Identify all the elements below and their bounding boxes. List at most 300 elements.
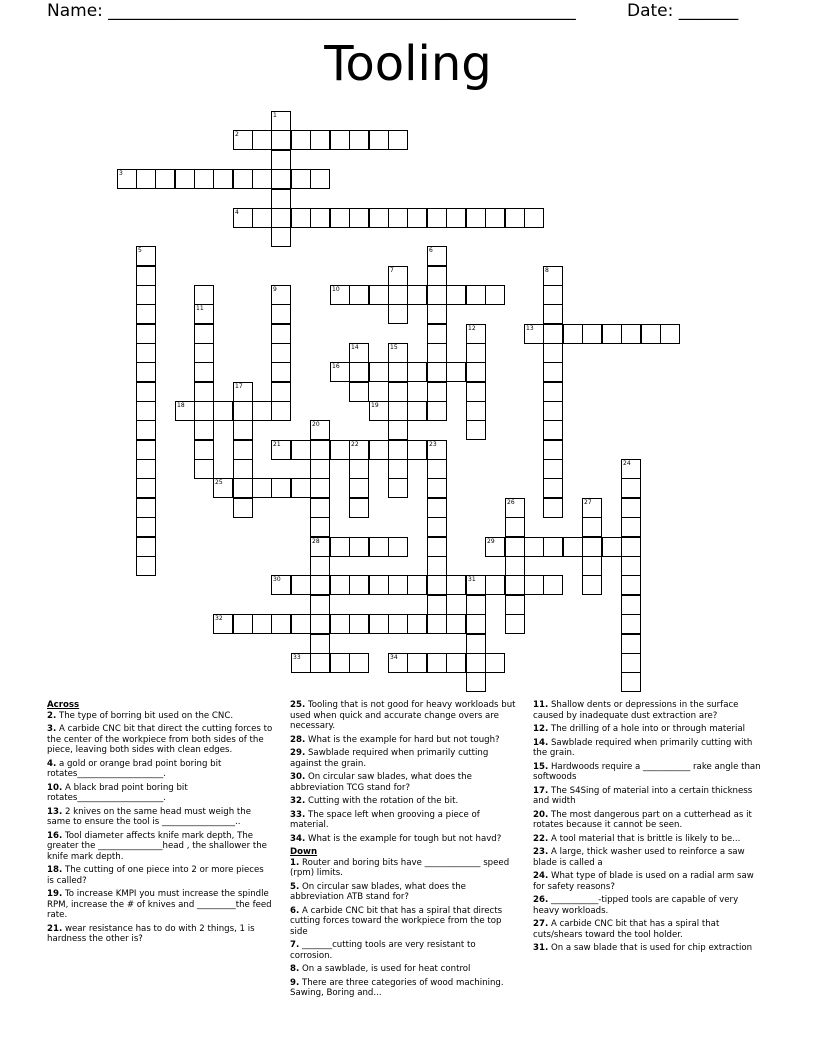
grid-cell[interactable] (543, 304, 563, 324)
grid-cell[interactable] (271, 343, 291, 363)
grid-cell[interactable] (349, 440, 369, 460)
grid-cell[interactable] (194, 420, 214, 440)
grid-cell[interactable] (136, 246, 156, 266)
grid-cell[interactable] (388, 266, 408, 286)
clue-number: 30 (273, 576, 281, 583)
grid-cell[interactable] (427, 478, 447, 498)
grid-cell[interactable] (466, 285, 486, 305)
clue-number: 34 (390, 654, 398, 661)
grid-cell[interactable] (543, 324, 563, 344)
grid-cell[interactable] (310, 440, 330, 460)
grid-cell[interactable] (427, 459, 447, 479)
grid-cell[interactable] (388, 401, 408, 421)
clue-number: 21 (273, 441, 281, 448)
grid-cell[interactable] (369, 614, 389, 634)
grid-cell[interactable] (369, 537, 389, 557)
grid-cell[interactable] (233, 459, 253, 479)
grid-cell[interactable] (233, 169, 253, 189)
grid-cell[interactable] (136, 420, 156, 440)
grid-cell[interactable] (310, 634, 330, 654)
grid-cell[interactable] (582, 537, 602, 557)
clue-number-label: 9. (290, 977, 300, 988)
grid-cell[interactable] (641, 324, 661, 344)
grid-cell[interactable] (427, 246, 447, 266)
grid-cell[interactable] (136, 382, 156, 402)
grid-cell[interactable] (621, 556, 641, 576)
grid-cell[interactable] (621, 653, 641, 673)
grid-cell[interactable] (233, 208, 253, 228)
clue-number: 19 (371, 402, 379, 409)
grid-cell[interactable] (505, 517, 525, 537)
grid-cell[interactable] (388, 614, 408, 634)
grid-cell[interactable] (427, 575, 447, 595)
grid-cell[interactable] (252, 614, 272, 634)
clue-number: 31 (468, 576, 476, 583)
grid-cell[interactable] (582, 556, 602, 576)
clue-text: A black brad point boring bit rotates____________________. (47, 782, 188, 803)
grid-cell[interactable] (466, 362, 486, 382)
grid-cell[interactable] (233, 401, 253, 421)
grid-cell[interactable] (194, 401, 214, 421)
grid-cell[interactable] (271, 324, 291, 344)
grid-cell[interactable] (136, 343, 156, 363)
grid-cell[interactable] (310, 517, 330, 537)
grid-cell[interactable] (233, 498, 253, 518)
grid-cell[interactable] (233, 420, 253, 440)
grid-cell[interactable] (330, 362, 350, 382)
grid-cell[interactable] (582, 575, 602, 595)
grid-cell[interactable] (388, 478, 408, 498)
grid-cell[interactable] (136, 401, 156, 421)
grid-cell[interactable] (369, 401, 389, 421)
grid-cell[interactable] (136, 517, 156, 537)
clue-text: There are three categories of wood machining. Sawing, Boring and... (290, 977, 504, 998)
grid-cell[interactable] (466, 208, 486, 228)
grid-cell[interactable] (330, 285, 350, 305)
grid-cell[interactable] (310, 537, 330, 557)
grid-cell[interactable] (310, 130, 330, 150)
grid-cell[interactable] (252, 130, 272, 150)
grid-cell[interactable] (369, 575, 389, 595)
grid-cell[interactable] (621, 595, 641, 615)
clue-number-label: 32. (290, 796, 306, 806)
clue-number: 17 (235, 383, 243, 390)
grid-cell[interactable] (330, 653, 350, 673)
grid-cell[interactable] (466, 575, 486, 595)
grid-cell[interactable] (291, 653, 311, 673)
grid-cell[interactable] (310, 478, 330, 498)
grid-cell[interactable] (291, 440, 311, 460)
grid-cell[interactable] (349, 537, 369, 557)
grid-cell[interactable] (310, 575, 330, 595)
grid-cell[interactable] (136, 324, 156, 344)
grid-cell[interactable] (271, 614, 291, 634)
grid-cell[interactable] (563, 537, 583, 557)
grid-cell[interactable] (349, 208, 369, 228)
grid-cell[interactable] (388, 130, 408, 150)
clue-number: 14 (351, 344, 359, 351)
grid-cell[interactable] (388, 208, 408, 228)
clue-number: 25 (215, 479, 223, 486)
grid-cell[interactable] (349, 382, 369, 402)
grid-cell[interactable] (252, 478, 272, 498)
grid-cell[interactable] (543, 498, 563, 518)
grid-cell[interactable] (194, 169, 214, 189)
grid-cell[interactable] (427, 324, 447, 344)
grid-cell[interactable] (136, 478, 156, 498)
grid-cell[interactable] (524, 208, 544, 228)
grid-cell[interactable] (175, 401, 195, 421)
clue-text: wear resistance has to do with 2 things, 1 is hardness the other is? (47, 923, 255, 944)
grid-cell[interactable] (136, 459, 156, 479)
clue-text: The type of borring bit used on the CNC. (58, 710, 234, 721)
clue-text: On circular saw blades, what does the abbreviation ATB stand for? (290, 881, 466, 902)
grid-cell[interactable] (427, 304, 447, 324)
grid-cell[interactable] (136, 537, 156, 557)
grid-cell[interactable] (505, 595, 525, 615)
grid-cell[interactable] (330, 575, 350, 595)
grid-cell[interactable] (233, 478, 253, 498)
grid-cell[interactable] (291, 208, 311, 228)
grid-cell[interactable] (310, 208, 330, 228)
grid-cell[interactable] (388, 537, 408, 557)
grid-cell[interactable] (427, 362, 447, 382)
grid-cell[interactable] (466, 382, 486, 402)
grid-cell[interactable] (291, 575, 311, 595)
grid-cell[interactable] (388, 575, 408, 595)
grid-cell[interactable] (466, 672, 486, 692)
grid-cell[interactable] (194, 304, 214, 324)
grid-cell[interactable] (388, 440, 408, 460)
grid-cell[interactable] (505, 614, 525, 634)
grid-cell[interactable] (388, 459, 408, 479)
clue-number-label: 25. (290, 700, 306, 710)
clue-text: The drilling of a hole into or through material (550, 724, 746, 734)
grid-cell[interactable] (388, 285, 408, 305)
grid-cell[interactable] (233, 440, 253, 460)
grid-cell[interactable] (466, 401, 486, 421)
grid-cell[interactable] (524, 537, 544, 557)
grid-cell[interactable] (388, 343, 408, 363)
clue-text: Shallow dents or depressions in the surface caused by inadequate dust extraction are? (533, 700, 739, 721)
grid-cell[interactable] (427, 208, 447, 228)
grid-cell[interactable] (291, 614, 311, 634)
grid-cell[interactable] (310, 653, 330, 673)
clue-text: A large, thick washer used to reinforce a saw blade is called a (533, 847, 745, 868)
grid-cell[interactable] (271, 130, 291, 150)
grid-cell[interactable] (466, 614, 486, 634)
grid-cell[interactable] (291, 478, 311, 498)
grid-cell[interactable] (349, 459, 369, 479)
grid-cell[interactable] (582, 498, 602, 518)
grid-cell[interactable] (369, 440, 389, 460)
grid-cell[interactable] (660, 324, 680, 344)
grid-cell[interactable] (621, 537, 641, 557)
grid-cell[interactable] (466, 324, 486, 344)
grid-cell[interactable] (621, 575, 641, 595)
clue-number: 26 (507, 499, 515, 506)
clue-number: 10 (332, 286, 340, 293)
grid-cell[interactable] (117, 169, 137, 189)
grid-cell[interactable] (136, 169, 156, 189)
grid-cell[interactable] (543, 459, 563, 479)
grid-cell[interactable] (407, 575, 427, 595)
grid-cell[interactable] (427, 517, 447, 537)
grid-cell[interactable] (582, 517, 602, 537)
grid-cell[interactable] (466, 595, 486, 615)
clue-number: 1 (273, 112, 277, 119)
grid-cell[interactable] (407, 440, 427, 460)
grid-cell[interactable] (349, 478, 369, 498)
grid-cell[interactable] (194, 285, 214, 305)
grid-cell[interactable] (446, 285, 466, 305)
clue-number-label: 33. (290, 809, 306, 820)
grid-cell[interactable] (466, 653, 486, 673)
grid-cell[interactable] (446, 653, 466, 673)
grid-cell[interactable] (427, 556, 447, 576)
grid-cell[interactable] (485, 208, 505, 228)
grid-cell[interactable] (271, 382, 291, 402)
grid-cell[interactable] (136, 266, 156, 286)
grid-cell[interactable] (175, 169, 195, 189)
clue-text: Router and boring bits have _____________ speed (rpm) limits. (290, 857, 510, 878)
grid-cell[interactable] (407, 285, 427, 305)
grid-cell[interactable] (407, 653, 427, 673)
grid-cell[interactable] (485, 285, 505, 305)
grid-cell[interactable] (485, 653, 505, 673)
grid-cell[interactable] (233, 614, 253, 634)
grid-cell[interactable] (330, 130, 350, 150)
grid-cell[interactable] (136, 440, 156, 460)
grid-cell[interactable] (427, 401, 447, 421)
clue-item (533, 895, 765, 916)
clue-item (533, 919, 765, 940)
clue-number: 28 (312, 538, 320, 545)
clue-number: 18 (177, 402, 185, 409)
grid-cell[interactable] (543, 401, 563, 421)
clue-number-label: 34. (290, 833, 306, 844)
clue-number-label: 28. (290, 734, 306, 745)
grid-cell[interactable] (407, 208, 427, 228)
grid-cell[interactable] (194, 324, 214, 344)
grid-cell[interactable] (271, 478, 291, 498)
grid-cell[interactable] (369, 362, 389, 382)
grid-cell[interactable] (543, 575, 563, 595)
grid-cell[interactable] (466, 634, 486, 654)
clue-number-label: 2. (47, 710, 57, 721)
grid-cell[interactable] (388, 382, 408, 402)
grid-cell[interactable] (349, 343, 369, 363)
grid-cell[interactable] (505, 537, 525, 557)
grid-cell[interactable] (252, 208, 272, 228)
grid-cell[interactable] (427, 343, 447, 363)
clue-item (47, 831, 273, 863)
grid-cell[interactable] (194, 343, 214, 363)
grid-cell[interactable] (233, 382, 253, 402)
grid-cell[interactable] (427, 285, 447, 305)
grid-cell[interactable] (271, 227, 291, 247)
grid-cell[interactable] (602, 537, 622, 557)
grid-cell[interactable] (621, 634, 641, 654)
grid-cell[interactable] (427, 537, 447, 557)
grid-cell[interactable] (310, 420, 330, 440)
grid-cell[interactable] (310, 498, 330, 518)
grid-cell[interactable] (543, 285, 563, 305)
grid-cell[interactable] (582, 324, 602, 344)
grid-cell[interactable] (427, 498, 447, 518)
grid-cell[interactable] (194, 440, 214, 460)
grid-cell[interactable] (621, 324, 641, 344)
grid-cell[interactable] (543, 343, 563, 363)
grid-cell[interactable] (349, 130, 369, 150)
clue-text: To increase KMPI you must increase the spindle RPM, increase the # of knives and _________the feed rate. (47, 889, 272, 920)
grid-cell[interactable] (543, 478, 563, 498)
clue-column-1 (47, 700, 273, 948)
grid-cell[interactable] (271, 111, 291, 131)
clue-item (47, 865, 273, 886)
grid-cell[interactable] (291, 169, 311, 189)
grid-cell[interactable] (543, 382, 563, 402)
grid-cell[interactable] (271, 285, 291, 305)
grid-cell[interactable] (233, 130, 253, 150)
grid-cell[interactable] (407, 614, 427, 634)
grid-cell[interactable] (427, 653, 447, 673)
grid-cell[interactable] (252, 401, 272, 421)
clue-item (290, 810, 518, 831)
grid-cell[interactable] (155, 169, 175, 189)
grid-cell[interactable] (407, 362, 427, 382)
grid-cell[interactable] (369, 208, 389, 228)
grid-cell[interactable] (349, 653, 369, 673)
grid-cell[interactable] (349, 285, 369, 305)
grid-cell[interactable] (427, 595, 447, 615)
grid-cell[interactable] (136, 285, 156, 305)
grid-cell[interactable] (194, 362, 214, 382)
grid-cell[interactable] (543, 266, 563, 286)
grid-cell[interactable] (330, 614, 350, 634)
grid-cell[interactable] (621, 517, 641, 537)
grid-cell[interactable] (485, 537, 505, 557)
grid-cell[interactable] (427, 266, 447, 286)
grid-cell[interactable] (271, 362, 291, 382)
grid-cell[interactable] (291, 130, 311, 150)
grid-cell[interactable] (505, 575, 525, 595)
clue-number-label: 7. (290, 940, 300, 950)
grid-cell[interactable] (136, 362, 156, 382)
grid-cell[interactable] (349, 362, 369, 382)
clue-number: 27 (584, 499, 592, 506)
grid-cell[interactable] (563, 324, 583, 344)
grid-cell[interactable] (621, 672, 641, 692)
grid-cell[interactable] (369, 285, 389, 305)
grid-cell[interactable] (310, 556, 330, 576)
grid-cell[interactable] (446, 575, 466, 595)
grid-cell[interactable] (136, 304, 156, 324)
grid-cell[interactable] (505, 498, 525, 518)
grid-cell[interactable] (330, 208, 350, 228)
clue-number: 33 (293, 654, 301, 661)
grid-cell[interactable] (388, 653, 408, 673)
grid-cell[interactable] (310, 459, 330, 479)
grid-cell[interactable] (427, 614, 447, 634)
grid-cell[interactable] (271, 169, 291, 189)
grid-cell[interactable] (194, 459, 214, 479)
grid-cell[interactable] (271, 440, 291, 460)
clue-number-label: 8. (290, 964, 300, 974)
grid-cell[interactable] (271, 575, 291, 595)
grid-cell[interactable] (505, 556, 525, 576)
grid-cell[interactable] (271, 208, 291, 228)
grid-cell[interactable] (543, 440, 563, 460)
grid-cell[interactable] (213, 169, 233, 189)
grid-cell[interactable] (330, 537, 350, 557)
grid-cell[interactable] (427, 440, 447, 460)
grid-cell[interactable] (485, 575, 505, 595)
grid-cell[interactable] (252, 169, 272, 189)
grid-cell[interactable] (271, 150, 291, 170)
grid-cell[interactable] (543, 537, 563, 557)
grid-cell[interactable] (194, 382, 214, 402)
grid-cell[interactable] (543, 420, 563, 440)
grid-cell[interactable] (388, 304, 408, 324)
grid-cell[interactable] (271, 189, 291, 209)
grid-cell[interactable] (621, 459, 641, 479)
grid-cell[interactable] (213, 614, 233, 634)
grid-cell[interactable] (310, 595, 330, 615)
grid-cell[interactable] (349, 575, 369, 595)
clue-column-2 (290, 700, 518, 1002)
grid-cell[interactable] (446, 362, 466, 382)
grid-cell[interactable] (388, 420, 408, 440)
grid-cell[interactable] (446, 208, 466, 228)
grid-cell[interactable] (271, 401, 291, 421)
grid-cell[interactable] (446, 614, 466, 634)
grid-cell[interactable] (349, 498, 369, 518)
grid-cell[interactable] (524, 575, 544, 595)
grid-cell[interactable] (407, 401, 427, 421)
grid-cell[interactable] (466, 420, 486, 440)
grid-cell[interactable] (621, 614, 641, 634)
grid-cell[interactable] (136, 498, 156, 518)
grid-cell[interactable] (271, 304, 291, 324)
clue-number-label: 14. (533, 737, 549, 748)
grid-cell[interactable] (369, 130, 389, 150)
grid-cell[interactable] (543, 362, 563, 382)
grid-cell[interactable] (349, 614, 369, 634)
grid-cell[interactable] (621, 498, 641, 518)
clue-text: Hardwoods require a ___________ rake angle than softwoods (533, 761, 761, 782)
grid-cell[interactable] (330, 440, 350, 460)
clue-text: _______cutting tools are very resistant to corrosion. (290, 940, 476, 961)
grid-cell[interactable] (388, 362, 408, 382)
grid-cell[interactable] (602, 324, 622, 344)
grid-cell[interactable] (213, 401, 233, 421)
grid-cell[interactable] (621, 478, 641, 498)
grid-cell[interactable] (213, 478, 233, 498)
grid-cell[interactable] (310, 614, 330, 634)
grid-cell[interactable] (505, 208, 525, 228)
grid-cell[interactable] (466, 343, 486, 363)
name-field: Name: _______________________________________________________ (47, 1, 576, 21)
clue-text: On a saw blade that is used for chip extraction (550, 943, 753, 953)
grid-cell[interactable] (427, 382, 447, 402)
grid-cell[interactable] (524, 324, 544, 344)
clue-column-3 (533, 700, 765, 957)
grid-cell[interactable] (310, 169, 330, 189)
clue-number: 8 (545, 267, 549, 274)
grid-cell[interactable] (136, 556, 156, 576)
clue-text: On circular saw blades, what does the abbreviation TCG stand for? (290, 772, 472, 793)
